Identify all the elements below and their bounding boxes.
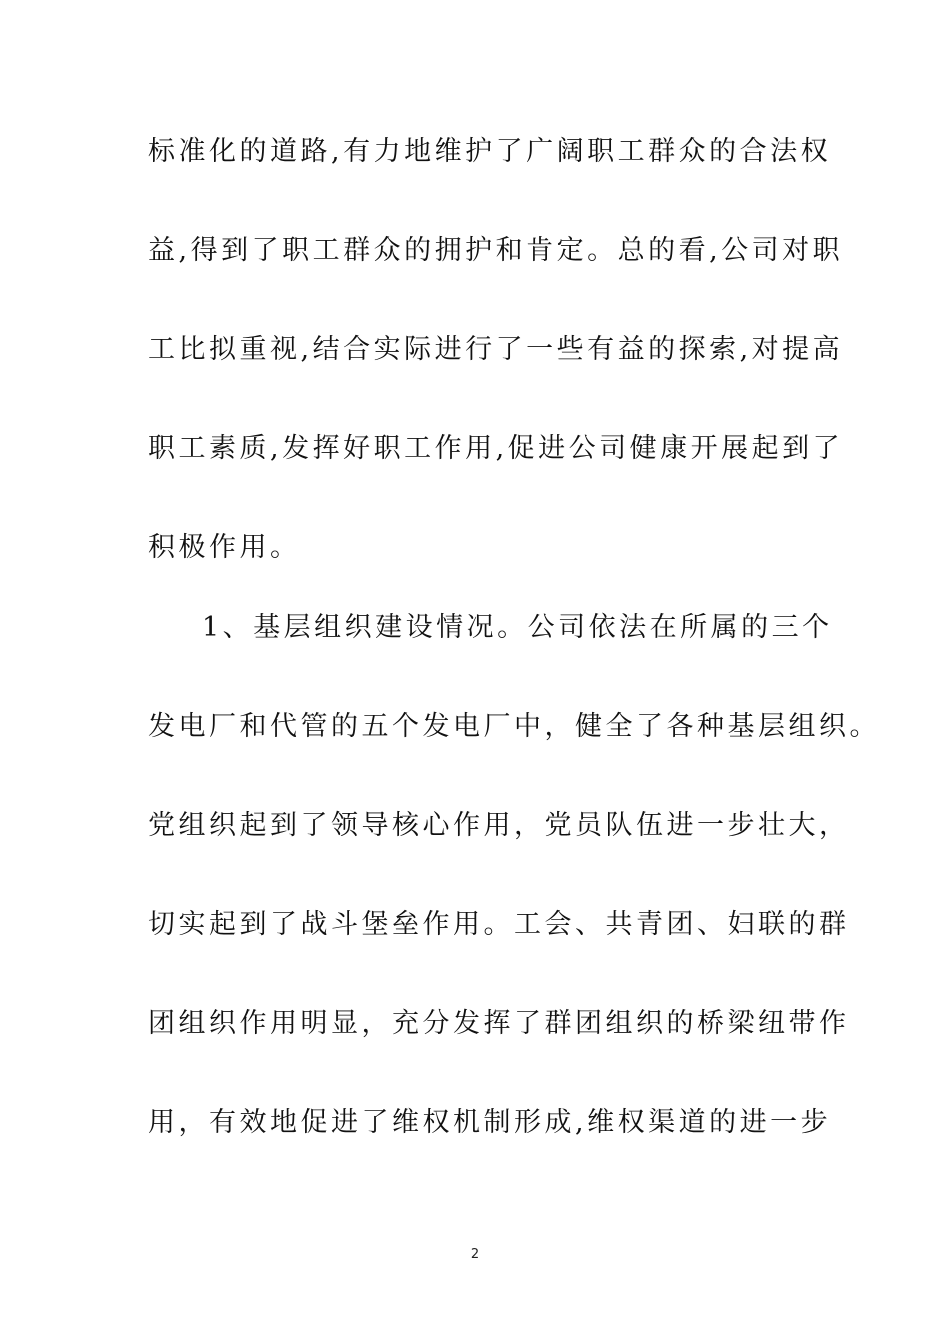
text-line-10: 团组织作用明显，充分发挥了群团组织的桥梁纽带作 [148,1008,850,1039]
text-line-4: 职工素质,发挥好职工作用,促进公司健康开展起到了 [148,433,844,464]
text-line-8: 党组织起到了领导核心作用，党员队伍进一步壮大， [148,810,850,841]
text-line-7: 发电厂和代管的五个发电厂中，健全了各种基层组织。 [148,711,880,742]
text-line-5: 积极作用。 [148,532,301,563]
text-line-1: 标准化的道路,有力地维护了广阔职工群众的合法权 [148,136,832,167]
text-line-3: 工比拟重视,结合实际进行了一些有益的探索,对提高 [148,334,844,365]
text-line-11: 用，有效地促进了维权机制形成,维权渠道的进一步 [148,1107,832,1138]
text-line-2: 益,得到了职工群众的拥护和肯定。总的看,公司对职 [148,235,844,266]
text-line-6: 1、基层组织建设情况。公司依法在所属的三个 [202,612,833,643]
page-number: 2 [470,1247,480,1262]
text-line-9: 切实起到了战斗堡垒作用。工会、共青团、妇联的群 [148,909,850,940]
